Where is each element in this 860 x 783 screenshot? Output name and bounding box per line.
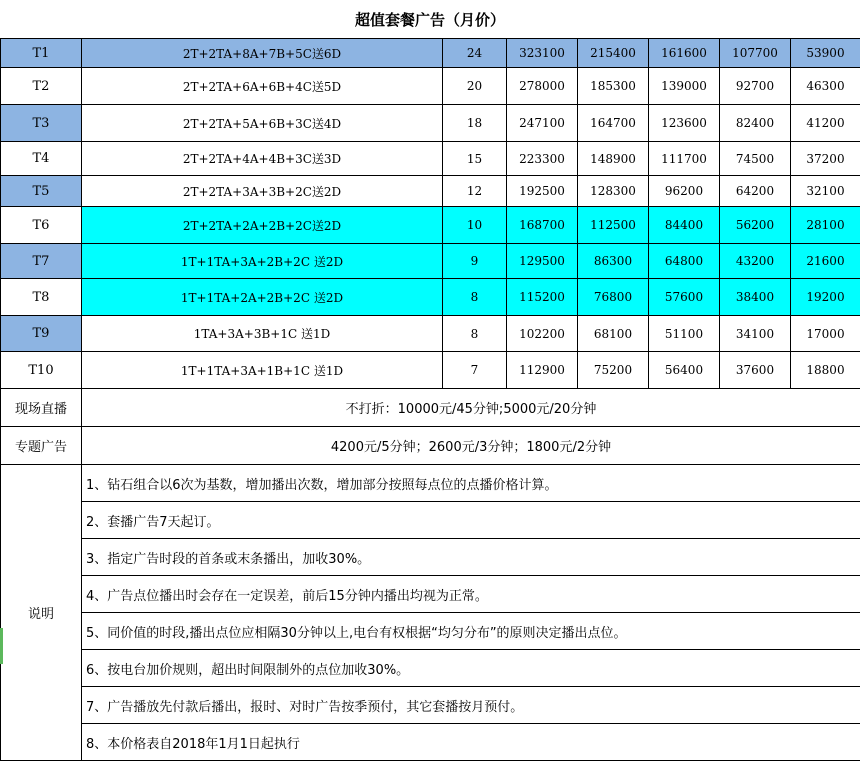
package-price: 161600 <box>649 39 720 68</box>
note-row[interactable] <box>1 613 860 650</box>
package-price: 112900 <box>507 352 578 389</box>
special-ad-row[interactable] <box>1 427 860 465</box>
package-price: 86300 <box>578 244 649 279</box>
package-code: T4 <box>1 142 82 176</box>
package-price: 96200 <box>649 176 720 207</box>
row-marker <box>0 628 3 664</box>
note-text: 5、同价值的时段,播出点位应相隔30分钟以上,电台有权根据“均匀分布”的原则决定播出点位。 <box>82 613 860 650</box>
notes-section <box>1 465 860 761</box>
package-code: T3 <box>1 105 82 142</box>
package-price: 38400 <box>720 279 791 316</box>
package-price: 64800 <box>649 244 720 279</box>
package-row[interactable] <box>1 352 860 389</box>
package-price: 128300 <box>578 176 649 207</box>
package-row[interactable] <box>1 142 860 176</box>
package-row[interactable] <box>1 279 860 316</box>
package-price: 18800 <box>791 352 860 389</box>
note-text: 2、套播广告7天起订。 <box>82 502 860 539</box>
package-price: 51100 <box>649 316 720 352</box>
special-ad-label: 专题广告 <box>1 427 82 465</box>
package-price: 34100 <box>720 316 791 352</box>
package-price: 37200 <box>791 142 860 176</box>
package-code: T8 <box>1 279 82 316</box>
price-table <box>0 38 860 761</box>
package-price: 28100 <box>791 207 860 244</box>
package-code: T5 <box>1 176 82 207</box>
package-count: 9 <box>443 244 507 279</box>
package-price: 102200 <box>507 316 578 352</box>
package-rows <box>1 39 860 389</box>
package-count: 18 <box>443 105 507 142</box>
package-price: 56400 <box>649 352 720 389</box>
package-row[interactable] <box>1 207 860 244</box>
package-code: T1 <box>1 39 82 68</box>
package-count: 8 <box>443 316 507 352</box>
package-price: 92700 <box>720 68 791 105</box>
package-code: T9 <box>1 316 82 352</box>
package-price: 17000 <box>791 316 860 352</box>
package-price: 74500 <box>720 142 791 176</box>
package-price: 148900 <box>578 142 649 176</box>
package-price: 21600 <box>791 244 860 279</box>
package-price: 111700 <box>649 142 720 176</box>
package-count: 20 <box>443 68 507 105</box>
package-price: 37600 <box>720 352 791 389</box>
live-broadcast-row[interactable] <box>1 389 860 427</box>
note-row[interactable] <box>1 502 860 539</box>
package-price: 123600 <box>649 105 720 142</box>
package-combo: 2T+2TA+2A+2B+2C送2D <box>82 207 443 244</box>
package-price: 115200 <box>507 279 578 316</box>
package-price: 41200 <box>791 105 860 142</box>
package-price: 53900 <box>791 39 860 68</box>
package-count: 10 <box>443 207 507 244</box>
package-price: 247100 <box>507 105 578 142</box>
package-row[interactable] <box>1 316 860 352</box>
note-row[interactable] <box>1 650 860 687</box>
package-price: 57600 <box>649 279 720 316</box>
package-combo: 2T+2TA+6A+6B+4C送5D <box>82 68 443 105</box>
package-code: T10 <box>1 352 82 389</box>
note-row[interactable] <box>1 724 860 761</box>
package-price: 139000 <box>649 68 720 105</box>
package-price: 84400 <box>649 207 720 244</box>
note-text: 6、按电台加价规则，超出时间限制外的点位加收30%。 <box>82 650 860 687</box>
package-price: 64200 <box>720 176 791 207</box>
note-text: 4、广告点位播出时会存在一定误差，前后15分钟内播出均视为正常。 <box>82 576 860 613</box>
package-row[interactable] <box>1 39 860 68</box>
package-combo: 1T+1TA+3A+2B+2C 送2D <box>82 244 443 279</box>
package-count: 12 <box>443 176 507 207</box>
package-count: 7 <box>443 352 507 389</box>
package-combo: 2T+2TA+3A+3B+2C送2D <box>82 176 443 207</box>
package-row[interactable] <box>1 68 860 105</box>
note-row[interactable] <box>1 539 860 576</box>
package-combo: 1T+1TA+3A+1B+1C 送1D <box>82 352 443 389</box>
package-price: 215400 <box>578 39 649 68</box>
note-row[interactable] <box>1 687 860 724</box>
note-text: 7、广告播放先付款后播出，报时、对时广告按季预付，其它套播按月预付。 <box>82 687 860 724</box>
package-price: 107700 <box>720 39 791 68</box>
package-price: 192500 <box>507 176 578 207</box>
package-combo: 2T+2TA+8A+7B+5C送6D <box>82 39 443 68</box>
package-count: 8 <box>443 279 507 316</box>
package-price: 185300 <box>578 68 649 105</box>
package-count: 24 <box>443 39 507 68</box>
note-text: 8、本价格表自2018年1月1日起执行 <box>82 724 860 761</box>
note-text: 3、指定广告时段的首条或末条播出，加收30%。 <box>82 539 860 576</box>
package-code: T2 <box>1 68 82 105</box>
package-combo: 1TA+3A+3B+1C 送1D <box>82 316 443 352</box>
package-price: 75200 <box>578 352 649 389</box>
package-price: 19200 <box>791 279 860 316</box>
package-row[interactable] <box>1 176 860 207</box>
package-price: 82400 <box>720 105 791 142</box>
special-ad-value: 4200元/5分钟；2600元/3分钟；1800元/2分钟 <box>82 427 860 465</box>
package-price: 112500 <box>578 207 649 244</box>
package-price: 164700 <box>578 105 649 142</box>
package-price: 223300 <box>507 142 578 176</box>
package-code: T7 <box>1 244 82 279</box>
package-code: T6 <box>1 207 82 244</box>
package-price: 168700 <box>507 207 578 244</box>
package-row[interactable] <box>1 244 860 279</box>
package-price: 323100 <box>507 39 578 68</box>
note-row[interactable] <box>1 465 860 502</box>
package-price: 68100 <box>578 316 649 352</box>
note-row[interactable] <box>1 576 860 613</box>
package-price: 278000 <box>507 68 578 105</box>
package-price: 56200 <box>720 207 791 244</box>
package-combo: 2T+2TA+5A+6B+3C送4D <box>82 105 443 142</box>
note-text: 1、钻石组合以6次为基数，增加播出次数，增加部分按照每点位的点播价格计算。 <box>82 465 860 502</box>
package-price: 46300 <box>791 68 860 105</box>
package-price: 76800 <box>578 279 649 316</box>
package-row[interactable] <box>1 105 860 142</box>
package-price: 43200 <box>720 244 791 279</box>
sheet-title: 超值套餐广告（月价） <box>354 11 505 29</box>
package-combo: 1T+1TA+2A+2B+2C 送2D <box>82 279 443 316</box>
live-broadcast-value: 不打折：10000元/45分钟;5000元/20分钟 <box>82 389 860 427</box>
package-count: 15 <box>443 142 507 176</box>
package-price: 32100 <box>791 176 860 207</box>
live-broadcast-label: 现场直播 <box>1 389 82 427</box>
package-price: 129500 <box>507 244 578 279</box>
notes-label: 说明 <box>1 465 82 761</box>
package-combo: 2T+2TA+4A+4B+3C送3D <box>82 142 443 176</box>
